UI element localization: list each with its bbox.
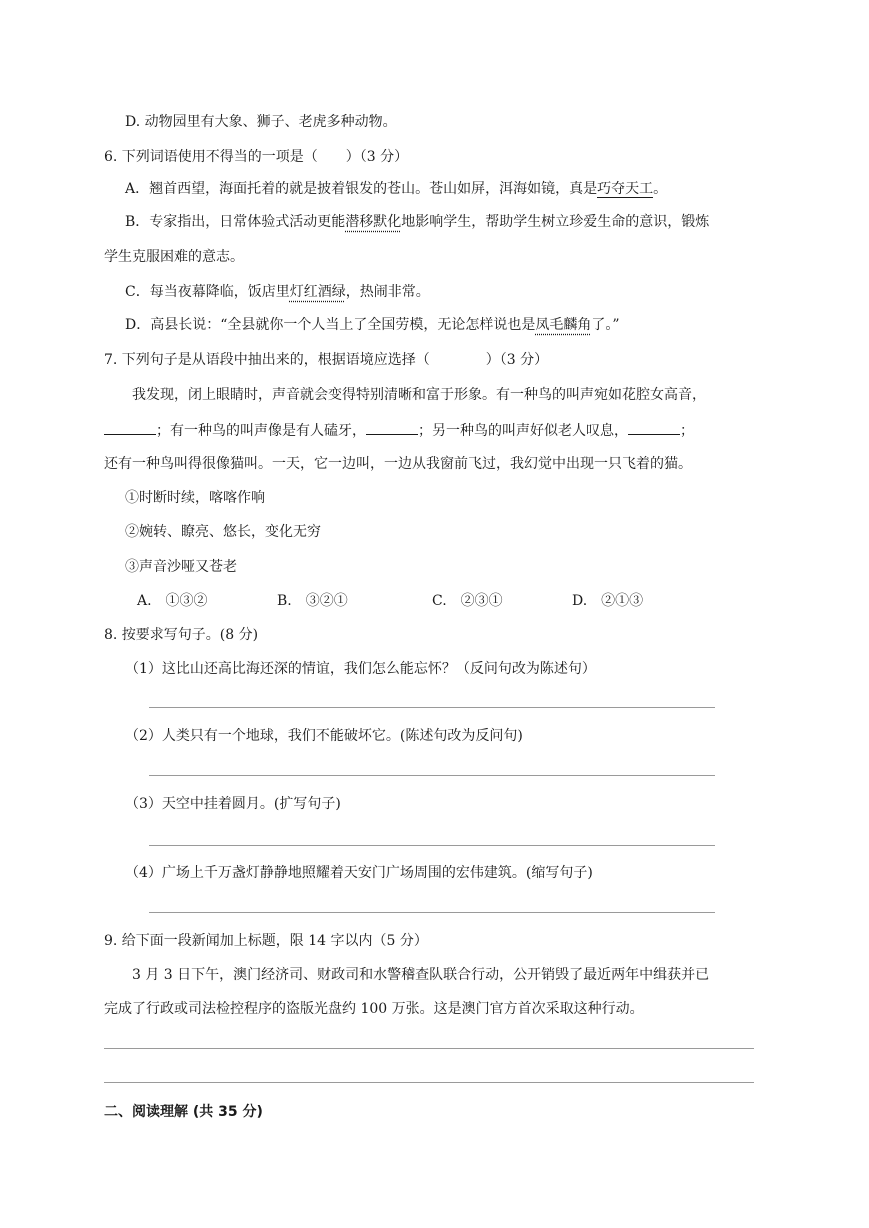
q6-option-a: [125, 179, 667, 199]
q6-a-post: 。: [653, 181, 668, 197]
q8-answer-line-2[interactable]: [149, 775, 715, 776]
q9-answer-line-2[interactable]: [104, 1082, 754, 1083]
q7-para-2c: ；: [680, 423, 694, 439]
q6-a-pre: A．翘首西望，海面托着的就是披着银发的苍山。苍山如屏，洱海如镜，真是: [125, 181, 598, 197]
q8-sub-2: （2）人类只有一个地球，我们不能破坏它。(陈述句改为反问句): [125, 728, 523, 744]
q8-answer-line-3[interactable]: [149, 845, 715, 846]
q6-option-b: [125, 212, 709, 232]
q7-blank-2[interactable]: [366, 420, 418, 435]
q9-para-2: 完成了行政或司法检控程序的盗版光盘约 100 万张。这是澳门官方首次采取这种行动。: [104, 1001, 644, 1017]
q7-para-2b: ；另一种鸟的叫声好似老人叹息，: [418, 423, 628, 439]
q7-blank-3[interactable]: [628, 420, 680, 435]
q7-option-d[interactable]: D. ②①③: [572, 593, 644, 609]
q8-sub-3: （3）天空中挂着圆月。(扩写句子): [125, 796, 341, 812]
q7-blank-1[interactable]: [104, 420, 156, 435]
q8-stem: 8. 按要求写句子。(8 分): [104, 627, 259, 643]
q6-option-b-cont: 学生克服困难的意志。: [104, 249, 244, 265]
q7-para-3: 还有一种鸟叫得很像猫叫。一天，它一边叫，一边从我窗前飞过，我幻觉中出现一只飞着的猫。: [104, 456, 692, 472]
q6-a-word: 巧夺天工: [597, 181, 654, 197]
q6-option-d: [125, 315, 620, 335]
q9-answer-line-1[interactable]: [104, 1048, 754, 1049]
q7-item-1: ①时断时续，喀喀作响: [125, 490, 265, 506]
q7-para-2a: ；有一种鸟的叫声像是有人磕牙，: [156, 423, 366, 439]
q6-option-c: [125, 282, 430, 302]
q6-d-pre: D．高县长说：“全县就你一个人当上了全国劳模，无论怎样说也是: [125, 317, 536, 333]
q7-option-a[interactable]: A. ①③②: [137, 593, 208, 609]
q6-stem: 6. 下列词语使用不得当的一项是（ ）（3 分）: [104, 149, 409, 165]
q8-answer-line-1[interactable]: [149, 707, 715, 708]
q9-para-1: 3 月 3 日下午，澳门经济司、财政司和水警稽查队联合行动，公开销毁了最近两年中缉获并已: [132, 967, 710, 983]
section-2-title: 二、阅读理解 (共 35 分): [104, 1104, 263, 1120]
q8-answer-line-4[interactable]: [149, 912, 715, 913]
q7-para-1: 我发现，闭上眼睛时，声音就会变得特别清晰和富于形象。有一种鸟的叫声宛如花腔女高音，: [132, 387, 706, 403]
q6-b-post: 地影响学生，帮助学生树立珍爱生命的意识，锻炼: [401, 214, 710, 230]
q7-item-2: ②婉转、瞭亮、悠长，变化无穷: [125, 524, 321, 540]
q7-stem: 7. 下列句子是从语段中抽出来的，根据语境应选择（ ）（3 分）: [104, 352, 549, 368]
q7-item-3: ③声音沙哑又苍老: [125, 559, 237, 575]
q7-option-c[interactable]: C. ②③①: [432, 593, 503, 609]
q7-para-2: [104, 420, 694, 441]
q6-d-post: 了。”: [591, 317, 620, 333]
q6-c-pre: C．每当夜幕降临，饭店里: [125, 284, 290, 300]
q6-b-word: 潜移默化: [345, 214, 402, 230]
q6-c-post: ，热闹非常。: [345, 284, 430, 300]
q9-stem: 9. 给下面一段新闻加上标题，限 14 字以内（5 分）: [104, 933, 428, 949]
q6-b-pre: B．专家指出，日常体验式活动更能: [125, 214, 346, 230]
q6-d-word: 凤毛麟角: [535, 317, 592, 333]
q6-c-word: 灯红酒绿: [289, 284, 346, 300]
q8-sub-4: （4）广场上千万盏灯静静地照耀着天安门广场周围的宏伟建筑。(缩写句子): [125, 865, 593, 881]
q5-option-d: D. 动物园里有大象、狮子、老虎多种动物。: [125, 114, 397, 130]
q7-option-b[interactable]: B. ③②①: [277, 593, 348, 609]
q8-sub-1: （1）这比山还高比海还深的情谊，我们怎么能忘怀？（反问句改为陈述句）: [125, 661, 596, 677]
